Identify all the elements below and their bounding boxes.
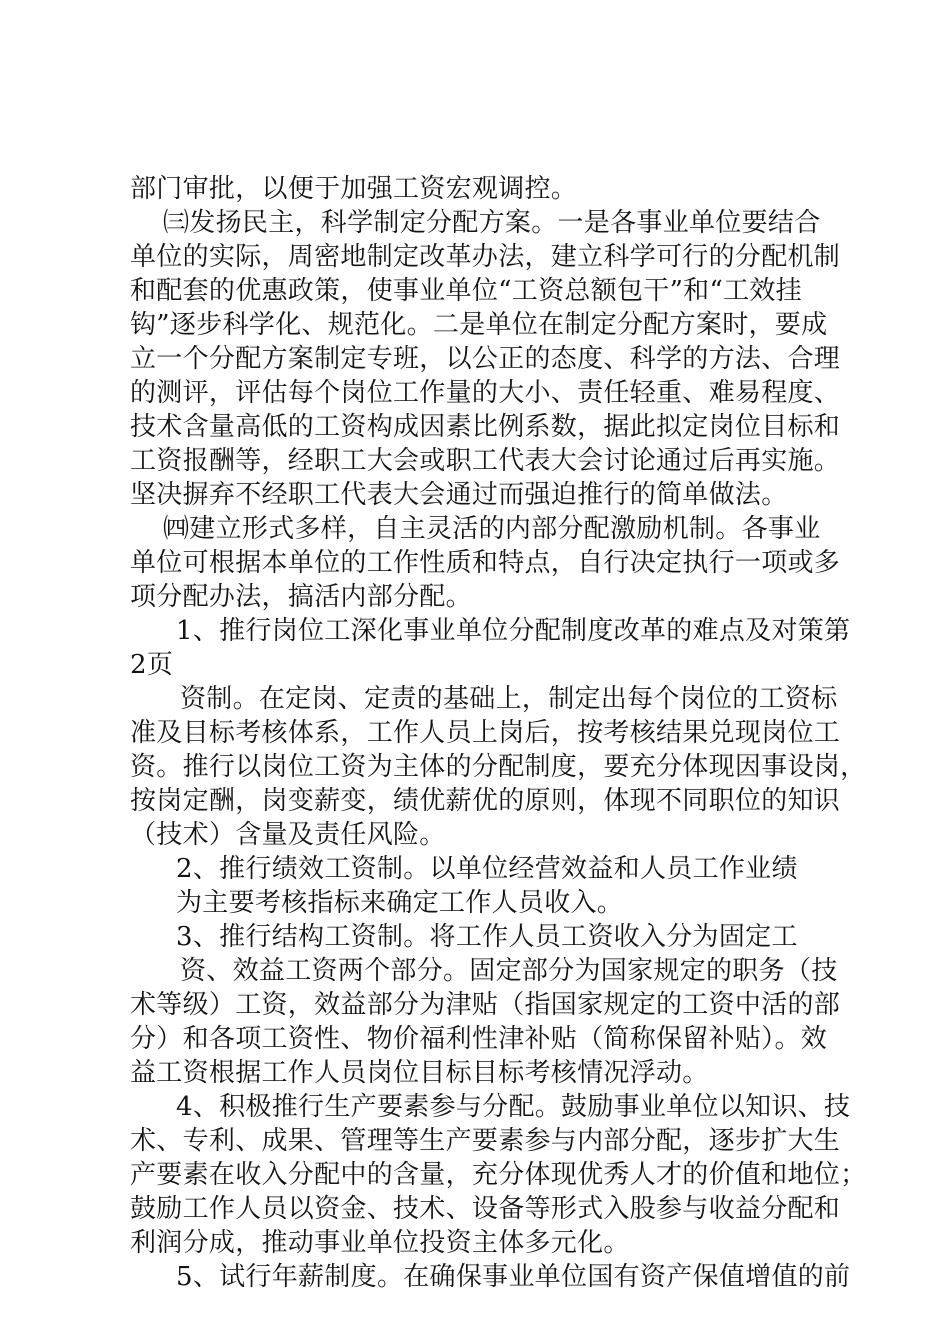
text-line: 4、积极推行生产要素参与分配。鼓励事业单位以知识、技 <box>176 1092 851 1122</box>
text-line: 1、推行岗位工深化事业单位分配制度改革的难点及对策第 <box>176 616 851 646</box>
text-line: 资、效益工资两个部分。固定部分为国家规定的职务（技 <box>180 956 838 986</box>
text-line: 钩”逐步科学化、规范化。二是单位在制定分配方案时，要成 <box>130 310 828 340</box>
text-line: 5、试行年薪制度。在确保事业单位国有资产保值增值的前 <box>176 1262 851 1292</box>
text-line: 和配套的优惠政策，使事业单位“工资总额包干”和“工效挂 <box>130 276 802 306</box>
text-line: 3、推行结构工资制。将工作人员工资收入分为固定工 <box>176 922 798 952</box>
text-line: 单位可根据本单位的工作性质和特点，自行决定执行一项或多 <box>130 548 841 578</box>
text-line: 2页 <box>130 650 174 680</box>
text-line: 产要素在收入分配中的含量，充分体现优秀人才的价值和地位； <box>130 1160 867 1190</box>
text-line: （技术）含量及责任风险。 <box>130 820 446 850</box>
text-line: 单位的实际，周密地制定改革办法，建立科学可行的分配机制 <box>130 242 841 272</box>
text-line: 坚决摒弃不经职工代表大会通过而强迫推行的简单做法。 <box>130 480 788 510</box>
text-line: ㈢发扬民主，科学制定分配方案。一是各事业单位要结合 <box>163 208 821 238</box>
text-line: 术等级）工资，效益部分为津贴（指国家规定的工资中活的部 <box>130 990 841 1020</box>
text-line: 按岗定酬，岗变薪变，绩优薪优的原则，体现不同职位的知识 <box>130 786 841 816</box>
text-line: 的测评，评估每个岗位工作量的大小、责任轻重、难易程度、 <box>130 378 841 408</box>
text-line: 鼓励工作人员以资金、技术、设备等形式入股参与收益分配和 <box>130 1194 841 1224</box>
text-line: 技术含量高低的工资构成因素比例系数，据此拟定岗位目标和 <box>130 412 841 442</box>
text-line: 为主要考核指标来确定工作人员收入。 <box>176 888 624 918</box>
text-line: 部门审批，以便于加强工资宏观调控。 <box>130 174 578 204</box>
text-line: ㈣建立形式多样，自主灵活的内部分配激励机制。各事业 <box>163 514 821 544</box>
text-line: 资制。在定岗、定责的基础上，制定出每个岗位的工资标 <box>180 684 838 714</box>
text-line: 利润分成，推动事业单位投资主体多元化。 <box>130 1228 630 1258</box>
text-line: 术、专利、成果、管理等生产要素参与内部分配，逐步扩大生 <box>130 1126 841 1156</box>
text-line: 益工资根据工作人员岗位目标目标考核情况浮动。 <box>130 1058 709 1088</box>
text-line: 工资报酬等，经职工大会或职工代表大会讨论通过后再实施。 <box>130 446 841 476</box>
text-line: 分）和各项工资性、物价福利性津补贴（简称保留补贴）。效 <box>130 1024 828 1054</box>
text-line: 立一个分配方案制定专班，以公正的态度、科学的方法、合理 <box>130 344 841 374</box>
text-line: 资。推行以岗位工资为主体的分配制度，要充分体现因事设岗， <box>130 752 867 782</box>
text-line: 准及目标考核体系，工作人员上岗后，按考核结果兑现岗位工 <box>130 718 841 748</box>
text-line: 2、推行绩效工资制。以单位经营效益和人员工作业绩 <box>176 854 798 884</box>
text-line: 项分配办法，搞活内部分配。 <box>130 582 472 612</box>
